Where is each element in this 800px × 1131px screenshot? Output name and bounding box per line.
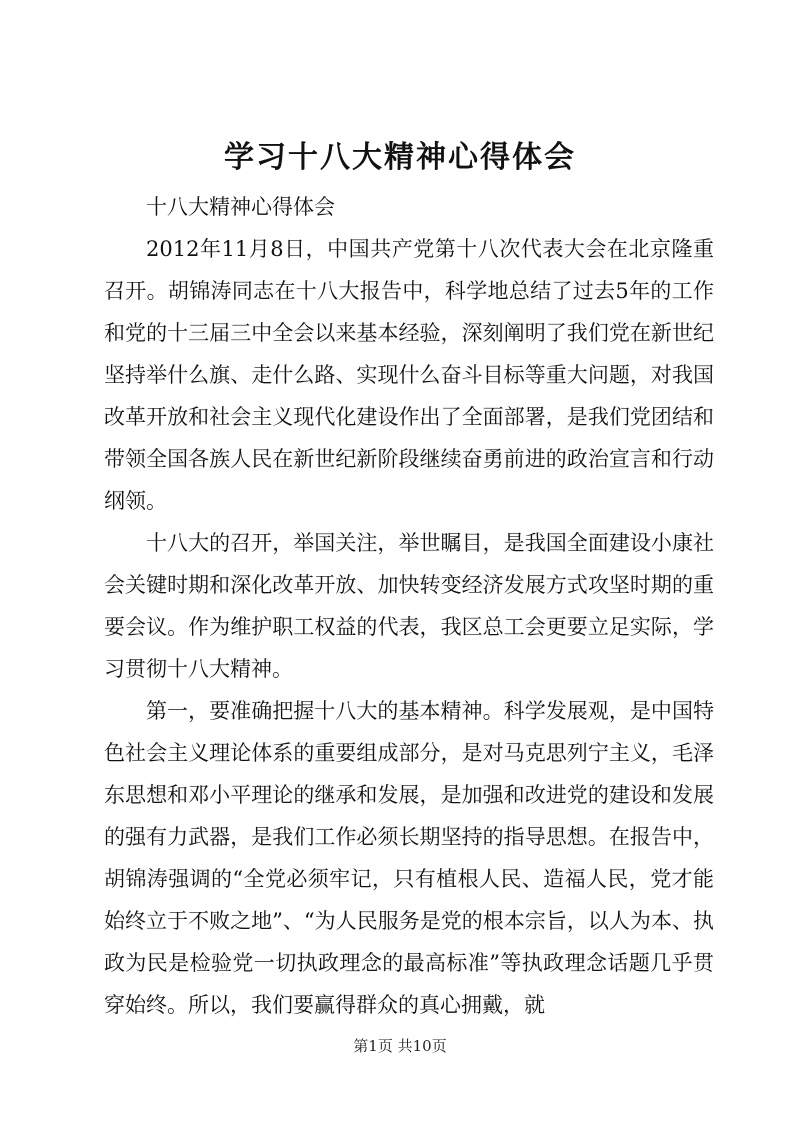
paragraph-3: 第一，要准确把握十八大的基本精神。科学发展观，是中国特色社会主义理论体系的重要组成部分，是对马克思列宁主义，毛泽东思想和邓小平理论的继承和发展，是加强和改进党的建设和发展的强有力武器，是我们工作必须长期坚持的指导思想。在报告中，胡锦涛强调的“全党必须牢记，只有植根人民、造福人民，党才能始终立于不败之地”、“为人民服务是党的根本宗旨，以人为本、执政为民是检验党一切执政理念的最高标准”等执政理念话题几乎贯穿始终。所以，我们要赢得群众的真心拥戴，就 bbox=[104, 699, 714, 1017]
paragraph-2: 十八大的召开，举国关注，举世瞩目，是我国全面建设小康社会关键时期和深化改革开放、加快转变经济发展方式攻坚时期的重要会议。作为维护职工权益的代表，我区总工会更要立足实际，学习贯彻十八大精神。 bbox=[104, 531, 714, 681]
paragraph-1: 2012年11月8日，中国共产党第十八次代表大会在北京隆重召开。胡锦涛同志在十八大报告中，科学地总结了过去5年的工作和党的十三届三中全会以来基本经验，深刻阐明了我们党在新世纪坚持举什么旗、走什么路、实现什么奋斗目标等重大问题，对我国改革开放和社会主义现代化建设作出了全面部署，是我们党团结和带领全国各族人民在新世纪新阶段继续奋勇前进的政治宣言和行动纲领。 bbox=[104, 237, 714, 513]
document-body bbox=[104, 186, 714, 1026]
page-footer: 第1页 共10页 bbox=[353, 1037, 447, 1055]
document-title: 学习十八大精神心得体会 bbox=[224, 140, 576, 175]
document-subtitle: 十八大精神心得体会 bbox=[146, 195, 335, 219]
